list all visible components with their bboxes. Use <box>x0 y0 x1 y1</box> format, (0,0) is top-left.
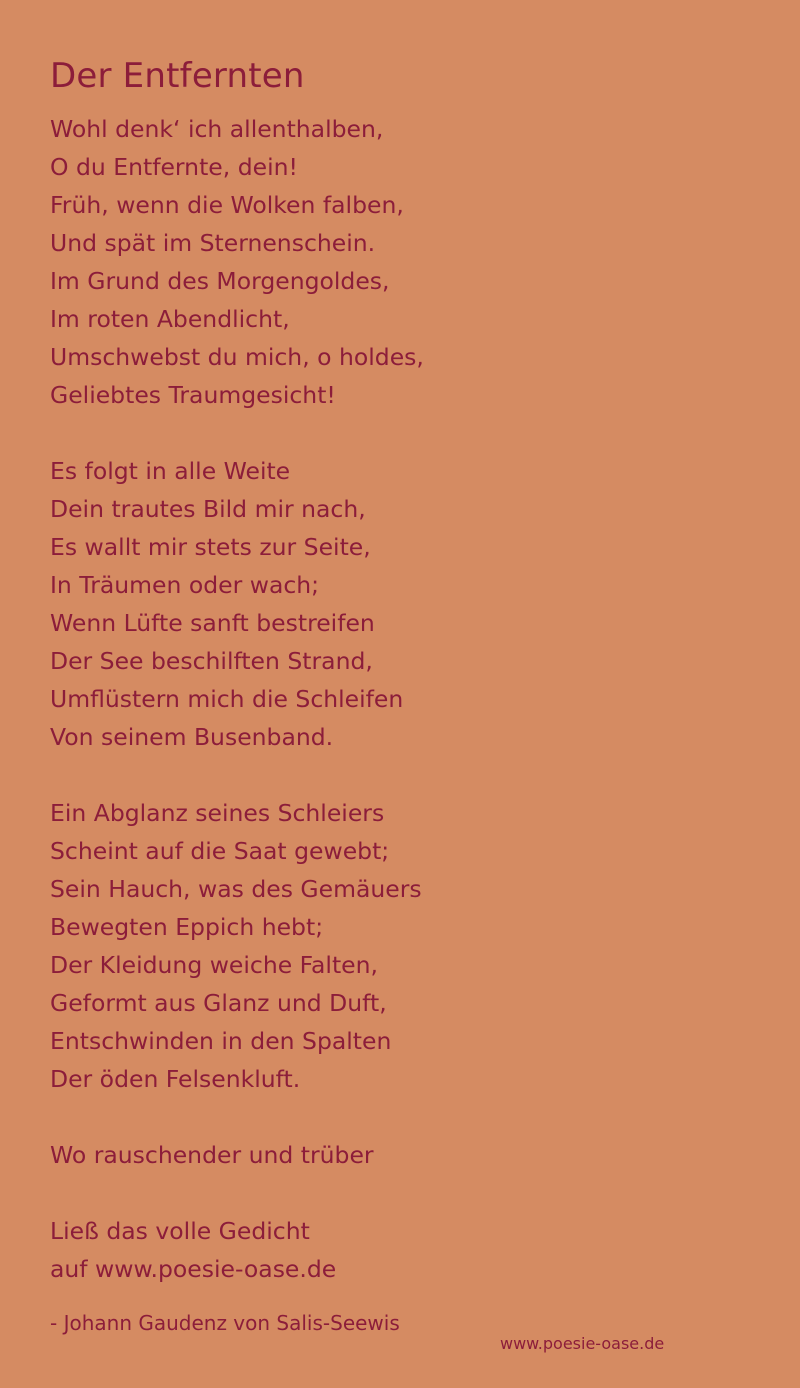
stanza <box>50 794 424 1098</box>
poem-line: Entschwinden in den Spalten <box>50 1027 392 1055</box>
poem-line: Sein Hauch, was des Gemäuers <box>50 875 422 903</box>
poem-line: Umflüstern mich die Schleifen <box>50 685 404 713</box>
read-more-line: Ließ das volle Gedicht <box>50 1217 310 1245</box>
poem-line: Ein Abglanz seines Schleiers <box>50 799 385 827</box>
stanza-gap <box>50 1174 424 1212</box>
poem-line: Geformt aus Glanz und Duft, <box>50 989 387 1017</box>
stanza-gap <box>50 1098 424 1136</box>
poem-line: Der See beschilften Strand, <box>50 647 373 675</box>
poem-line: Von seinem Busenband. <box>50 723 334 751</box>
stanza <box>50 1136 424 1174</box>
poem-line: Im roten Abendlicht, <box>50 305 290 333</box>
poem-line: Wenn Lüfte sanft bestreifen <box>50 609 375 637</box>
poem-line: Im Grund des Morgengoldes, <box>50 267 390 295</box>
poem-line: Scheint auf die Saat gewebt; <box>50 837 390 865</box>
stanza-gap <box>50 414 424 452</box>
site-watermark: www.poesie-oase.de <box>500 1334 665 1353</box>
poem-line: Wo rauschender und trüber <box>50 1141 374 1169</box>
poem-line: Es folgt in alle Weite <box>50 457 291 485</box>
poem-line: Geliebtes Traumgesicht! <box>50 381 336 409</box>
stanza <box>50 452 424 756</box>
poem-line: Früh, wenn die Wolken falben, <box>50 191 404 219</box>
read-more-note <box>50 1212 424 1288</box>
poem-line: Dein trautes Bild mir nach, <box>50 495 366 523</box>
poem-line: Und spät im Sternenschein. <box>50 229 376 257</box>
poem-line: Der Kleidung weiche Falten, <box>50 951 378 979</box>
poem-line: In Träumen oder wach; <box>50 571 320 599</box>
poem-title: Der Entfernten <box>50 56 305 96</box>
stanza <box>50 110 424 414</box>
poem-line: Es wallt mir stets zur Seite, <box>50 533 371 561</box>
poem-body <box>50 110 424 1288</box>
poem-line: Wohl denk‘ ich allenthalben, <box>50 115 384 143</box>
author-credit: - Johann Gaudenz von Salis-Seewis <box>50 1311 400 1335</box>
poem-line: Bewegten Eppich hebt; <box>50 913 324 941</box>
read-more-link[interactable]: auf www.poesie-oase.de <box>50 1255 337 1283</box>
poem-line: Der öden Felsenkluft. <box>50 1065 301 1093</box>
poem-line: O du Entfernte, dein! <box>50 153 298 181</box>
poem-line: Umschwebst du mich, o holdes, <box>50 343 424 371</box>
stanza-gap <box>50 756 424 794</box>
